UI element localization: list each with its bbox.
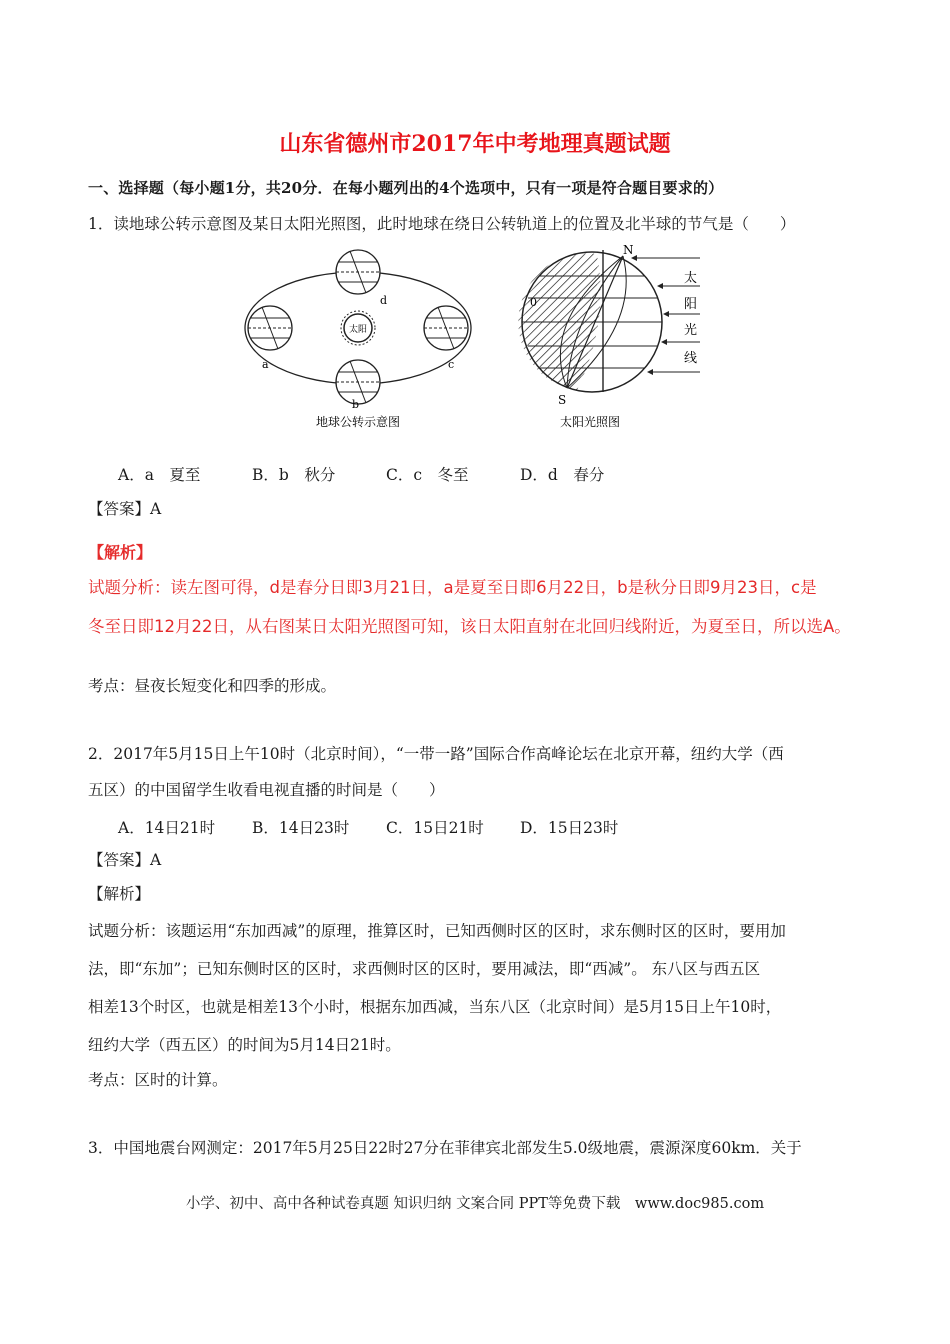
q3-stem: 3．中国地震台网测定：2017年5月25日22时27分在菲律宾北部发生5.0级地震，震源深度60km．关于 (88, 1139, 802, 1157)
q2-option-c: C．15日21时 (386, 819, 484, 837)
sunlight-label-3: 光 (684, 323, 698, 338)
q1-analysis-line-2: 冬至日即12月22日，从右图某日太阳光照图可知，该日太阳直射在北回归线附近，为夏至日，所以选A。 (88, 617, 851, 636)
q1-answer: 【答案】A (88, 500, 162, 518)
orbit-label-c: c (448, 358, 455, 371)
orbit-diagram (245, 250, 471, 429)
q1-analysis-line-1: 试题分析：读左图可得，d是春分日即3月21日，a是夏至日即6月22日，b是秋分日即9月23日，c是 (88, 578, 817, 597)
q2-analysis-line-3: 相差13个时区，也就是相差13个小时，根据东加西减，当东八区（北京时间）是5月15日上午10时， (88, 998, 782, 1016)
q1-option-a: A．a 夏至 (118, 466, 201, 484)
section-heading: 一、选择题（每小题1分，共20分．在每小题列出的4个选项中，只有一项是符合题目要求的） (88, 179, 724, 197)
sunlight-label-4: 线 (684, 351, 698, 366)
q1-option-d: D．d 春分 (520, 466, 605, 484)
q2-point: 考点：区时的计算。 (88, 1071, 228, 1089)
sun-label: 太阳 (348, 325, 368, 335)
q1-option-b: B．b 秋分 (252, 466, 336, 484)
q2-stem-line-1: 2．2017年5月15日上午10时（北京时间），“一带一路”国际合作高峰论坛在北京开幕，纽约大学（西 (88, 745, 784, 763)
orbit-label-d: d (380, 294, 388, 307)
q2-option-b: B．14日23时 (252, 819, 350, 837)
pole-n-label: N (623, 243, 634, 257)
earth-left (248, 306, 292, 350)
q1-analysis-label: 【解析】 (88, 543, 153, 562)
q2-analysis-line-2: 法，即“东加”；已知东侧时区的区时，求西侧时区的区时，要用减法，即“西减”。 东八区与西五区 (88, 960, 761, 978)
q2-answer: 【答案】A (88, 851, 162, 869)
page-title: 山东省德州市2017年中考地理真题试题 (279, 131, 671, 157)
q1-stem: 1．读地球公转示意图及某日太阳光照图，此时地球在绕日公转轨道上的位置及北半球的节气是（ ） (88, 215, 796, 233)
right-caption: 太阳光照图 (559, 415, 621, 429)
q1-point: 考点：昼夜长短变化和四季的形成。 (88, 677, 337, 695)
q2-option-d: D．15日23时 (520, 819, 619, 837)
q2-stem-line-2: 五区）的中国留学生收看电视直播的时间是（ ） (88, 781, 445, 799)
q2-option-a: A．14日21时 (118, 819, 216, 837)
left-caption: 地球公转示意图 (315, 415, 401, 429)
q1-figure (240, 242, 710, 442)
earth-top (336, 250, 380, 294)
illumination-diagram (518, 243, 700, 429)
orbit-label-a: a (262, 358, 269, 371)
q2-analysis-label: 【解析】 (88, 885, 151, 903)
page-footer: 小学、初中、高中各种试卷真题 知识归纳 文案合同 PPT等免费下载 www.doc985.com (185, 1196, 765, 1212)
earth-right (424, 306, 468, 350)
zero-label: 0 (530, 296, 537, 309)
sunlight-label-2: 阳 (684, 297, 698, 312)
sun-icon (341, 311, 375, 345)
pole-s-label: S (558, 393, 567, 407)
q1-option-c: C．c 冬至 (386, 466, 469, 484)
orbit-label-b: b (352, 398, 360, 411)
q2-analysis-line-4: 纽约大学（西五区）的时间为5月14日21时。 (88, 1036, 401, 1054)
sunlight-label-1: 太 (684, 271, 698, 286)
q2-analysis-line-1: 试题分析：该题运用“东加西减”的原理，推算区时，已知西侧时区的区时，求东侧时区的区时，要用加 (88, 922, 786, 940)
